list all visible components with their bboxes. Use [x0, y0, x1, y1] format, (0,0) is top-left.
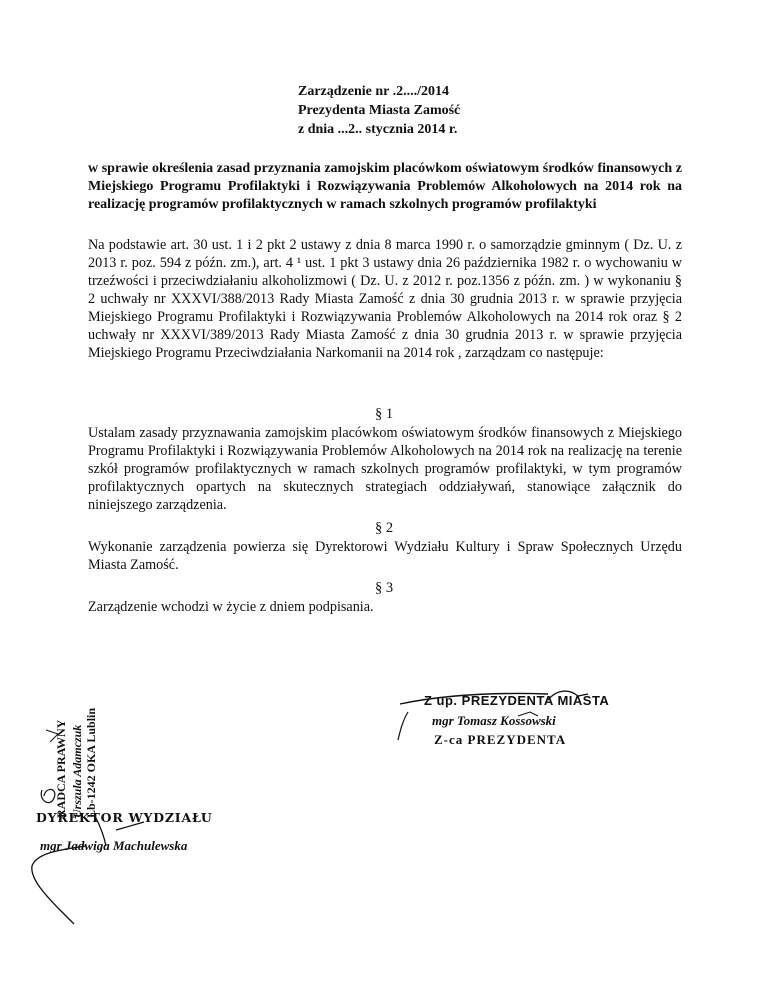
director-title: DYREKTOR WYDZIAŁU [36, 810, 213, 825]
director-name: mgr Jadwiga Machulewska [40, 838, 188, 853]
order-number: Zarządzenie nr .2..../2014 [298, 84, 450, 99]
stamp-line-3: Lb-1242 OKA Lublin [84, 707, 98, 818]
order-date: z dnia ...2.. stycznia 2014 r. [298, 122, 458, 137]
stamp-line-1: RADCA PRAWNY [54, 719, 68, 818]
stamp-role: Z-ca PREZYDENTA [434, 732, 567, 747]
stamp-title: Z up. PREZYDENTA MIASTA [424, 693, 610, 708]
section-1-text: Ustalam zasady przyznawania zamojskim placówkom oświatowym środków finansowych z Miejskiego Programu Profilaktyki i Rozwiązywania Problemów Alkoholowych na 2014 rok na realizację na terenie szkół programów profilaktycznych w ramach szkolnych programów profilaktyki, w tym programów profilaktycznych opartych na skutecznych strategiach oddziaływań, stanowiące załącznik do niniejszego zarządzenia. [88, 425, 682, 513]
stamp-name: mgr Tomasz Kossowski [432, 713, 556, 728]
stamp-line-2: Urszula Adamczuk [70, 724, 84, 818]
issuer: Prezydenta Miasta Zamość [298, 103, 461, 118]
section-2-text: Wykonanie zarządzenia powierza się Dyrektorowi Wydziału Kultury i Spraw Społecznych Urzędu Miasta Zamość. [88, 539, 682, 573]
section-2-number: § 2 [374, 520, 394, 536]
initials-mark [36, 690, 96, 830]
document-subject: w sprawie określenia zasad przyznania zamojskim placówkom oświatowym środków finansowych z Miejskiego Programu Profilaktyki i Rozwiązywania Problemów Alkoholowych na 2014 rok na realizację programów profilaktycznych w ramach szkolnych programów profilaktyki [88, 161, 682, 212]
document-header [298, 82, 460, 139]
director-signature [26, 816, 186, 926]
section-3-text: Zarządzenie wchodzi w życie z dniem podpisania. [88, 599, 374, 615]
deputy-mayor-stamp [398, 682, 610, 762]
legal-counsel-stamp [48, 690, 108, 820]
director-stamp [36, 810, 296, 940]
legal-basis: Na podstawie art. 30 ust. 1 i 2 pkt 2 ustawy z dnia 8 marca 1990 r. o samorządzie gminnym ( Dz. U. z 2013 r. poz. 594 z późn. zm.), art. 4 ¹ ust. 1 pkt 3 ustawy dnia 26 października 1982 r. o wychowaniu w trzeźwości i przeciwdziałaniu alkoholizmowi ( Dz. U. z 2012 r. poz.1356 z późn. zm. ) w wykonaniu § 2 uchwały nr XXXVI/388/2013 Rady Miasta Zamość z dnia 30 grudnia 2013 r. w sprawie przyjęcia Miejskiego Programu Profilaktyki i Rozwiązywania Problemów Alkoholowych na 2014 rok oraz § 2 uchwały nr XXXVI/389/2013 Rady Miasta Zamość z dnia 30 grudnia 2013 r. w sprawie przyjęcia Miejskiego Programu Przeciwdziałania Narkomanii na 2014 rok , zarządzam co następuje: [88, 237, 682, 361]
section-3-number: § 3 [374, 580, 394, 596]
section-1-number: § 1 [374, 406, 394, 422]
